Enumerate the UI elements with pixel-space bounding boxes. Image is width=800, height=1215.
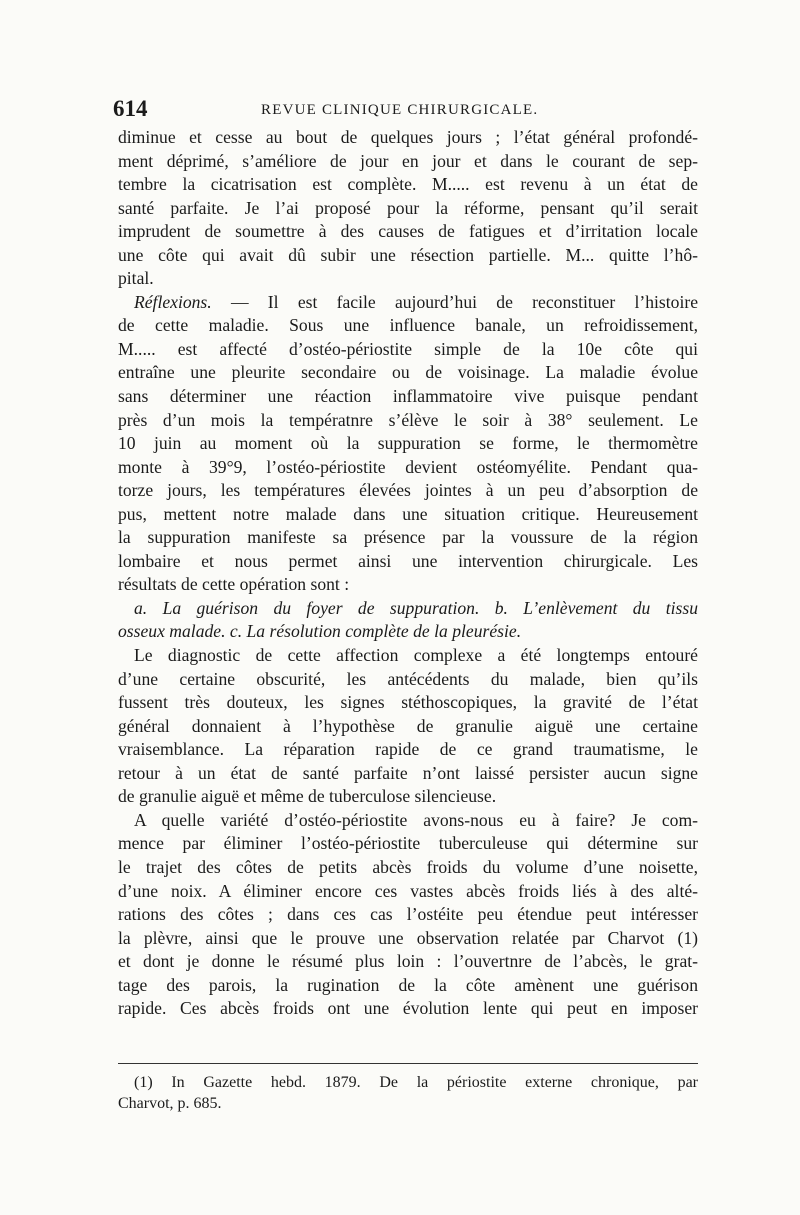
italic-text: osseux malade. c. La résolution complète de la pleurésie. bbox=[118, 621, 522, 642]
body-text-line bbox=[118, 385, 698, 409]
body-text-line bbox=[118, 244, 698, 268]
line-text: A quelle variété d’ostéo-périostite avons-nous eu à faire? Je com- bbox=[134, 809, 698, 830]
body-text-line bbox=[118, 997, 698, 1021]
line-text: et dont je donne le résumé plus loin : l’ouvertnre de l’abcès, le grat- bbox=[118, 951, 698, 972]
body-text-line bbox=[118, 809, 698, 833]
line-text: fussent très douteux, les signes stéthoscopiques, la gravité de l’état bbox=[118, 692, 698, 713]
body-text-line bbox=[118, 715, 698, 739]
line-text: de cette maladie. Sous une influence banale, un refroidissement, bbox=[118, 315, 698, 336]
line-text: de granulie aiguë et même de tuberculose silencieuse. bbox=[118, 786, 497, 807]
body-text-line bbox=[118, 832, 698, 856]
body-text-line bbox=[118, 668, 698, 692]
footnote-line bbox=[118, 1072, 698, 1093]
body-text-line bbox=[118, 762, 698, 786]
line-text: 10 juin au moment où la suppuration se forme, le thermomètre bbox=[118, 433, 698, 454]
line-text: santé parfaite. Je l’ai proposé pour la réforme, pensant qu’il serait bbox=[118, 197, 698, 218]
italic-text: a. La guérison du foyer de suppuration. b. L’enlèvement du tissu bbox=[134, 597, 698, 618]
body-text-line bbox=[118, 432, 698, 456]
body-text-line bbox=[118, 338, 698, 362]
line-text: entraîne une pleurite secondaire ou de voisinage. La maladie évolue bbox=[118, 362, 698, 383]
body-text-line bbox=[118, 573, 698, 597]
page-header bbox=[113, 96, 698, 126]
body-text-line bbox=[118, 291, 698, 315]
body-text-line bbox=[118, 950, 698, 974]
body-text-line bbox=[118, 927, 698, 951]
line-text: mence par éliminer l’ostéo-périostite tuberculeuse qui détermine sur bbox=[118, 833, 698, 854]
body-text-line bbox=[118, 620, 698, 644]
body-text-line bbox=[118, 479, 698, 503]
body-text-line bbox=[118, 150, 698, 174]
body-text-line bbox=[118, 173, 698, 197]
line-text: d’une certaine obscurité, les antécédents du malade, bien qu’ils bbox=[118, 668, 698, 689]
line-text: la plèvre, ainsi que le prouve une observation relatée par Charvot (1) bbox=[118, 927, 698, 948]
footnote-line bbox=[118, 1093, 698, 1114]
line-text: d’une noix. A éliminer encore ces vastes abcès froids liés à des alté- bbox=[118, 880, 698, 901]
line-text: tembre la cicatrisation est complète. M..... est revenu à un état de bbox=[118, 174, 698, 195]
body-text-line bbox=[118, 456, 698, 480]
footnotes bbox=[118, 1072, 698, 1114]
body-text-line bbox=[118, 220, 698, 244]
body-text-line bbox=[118, 503, 698, 527]
line-text: monte à 39°9, l’ostéo-périostite devient ostéomyélite. Pendant qua- bbox=[118, 456, 698, 477]
line-text: la suppuration manifeste sa présence par la voussure de la région bbox=[118, 527, 698, 548]
body-text bbox=[118, 126, 698, 1021]
body-text-line bbox=[118, 644, 698, 668]
body-text-line bbox=[118, 691, 698, 715]
line-text: sans déterminer une réaction inflammatoire vive puisque pendant bbox=[118, 386, 698, 407]
page-number: 614 bbox=[113, 96, 148, 121]
italic-text: Réflexions. bbox=[134, 291, 212, 312]
line-text: tage des parois, la rugination de la côte amènent une guérison bbox=[118, 974, 698, 995]
line-text: le trajet des côtes de petits abcès froids du volume d’une noisette, bbox=[118, 856, 698, 877]
line-text: imprudent de soumettre à des causes de fatigues et d’irritation locale bbox=[118, 221, 698, 242]
line-text: rations des côtes ; dans ces cas l’ostéite peu étendue peut intéresser bbox=[118, 904, 698, 925]
line-text: Le diagnostic de cette affection complexe a été longtemps entouré bbox=[134, 645, 698, 666]
body-text-line bbox=[118, 785, 698, 809]
line-text: rapide. Ces abcès froids ont une évolution lente qui peut en imposer bbox=[118, 998, 698, 1019]
line-text: M..... est affecté d’ostéo-périostite simple de la 10e côte qui bbox=[118, 338, 698, 359]
line-text: pital. bbox=[118, 268, 154, 289]
line-text: vraisemblance. La réparation rapide de ce grand traumatisme, le bbox=[118, 739, 698, 760]
line-text: diminue et cesse au bout de quelques jours ; l’état général profondé- bbox=[118, 127, 698, 147]
line-text: — Il est facile aujourd’hui de reconstituer l’histoire bbox=[211, 291, 698, 312]
footnote-rule bbox=[118, 1063, 698, 1064]
line-text: près d’un mois la températnre s’élève le soir à 38° seulement. Le bbox=[118, 409, 698, 430]
body-text-line bbox=[118, 267, 698, 291]
body-text-line bbox=[118, 126, 698, 150]
line-text: lombaire et nous permet ainsi une intervention chirurgicale. Les bbox=[118, 550, 698, 571]
body-text-line bbox=[118, 361, 698, 385]
body-text-line bbox=[118, 903, 698, 927]
body-text-line bbox=[118, 738, 698, 762]
body-text-line bbox=[118, 550, 698, 574]
body-text-line bbox=[118, 880, 698, 904]
line-text: pus, mettent notre malade dans une situation critique. Heureusement bbox=[118, 503, 698, 524]
line-text: ment déprimé, s’améliore de jour en jour et dans le courant de sep- bbox=[118, 150, 698, 171]
line-text: général donnaient à l’hypothèse de granulie aiguë une certaine bbox=[118, 715, 698, 736]
body-text-line bbox=[118, 974, 698, 998]
body-text-line bbox=[118, 197, 698, 221]
line-text: Charvot, p. 685. bbox=[118, 1095, 222, 1112]
running-title: REVUE CLINIQUE CHIRURGICALE. bbox=[261, 102, 539, 118]
line-text: retour à un état de santé parfaite n’ont laissé persister aucun signe bbox=[118, 762, 698, 783]
body-text-line bbox=[118, 409, 698, 433]
body-text-line bbox=[118, 597, 698, 621]
body-text-line bbox=[118, 314, 698, 338]
body-text-line bbox=[118, 526, 698, 550]
line-text: résultats de cette opération sont : bbox=[118, 574, 350, 595]
body-text-line bbox=[118, 856, 698, 880]
line-text: (1) In Gazette hebd. 1879. De la périostite externe chronique, par bbox=[134, 1074, 698, 1091]
line-text: torze jours, les températures élevées jointes à un peu d’absorption de bbox=[118, 480, 698, 501]
line-text: une côte qui avait dû subir une résection partielle. M... quitte l’hô- bbox=[118, 244, 698, 265]
